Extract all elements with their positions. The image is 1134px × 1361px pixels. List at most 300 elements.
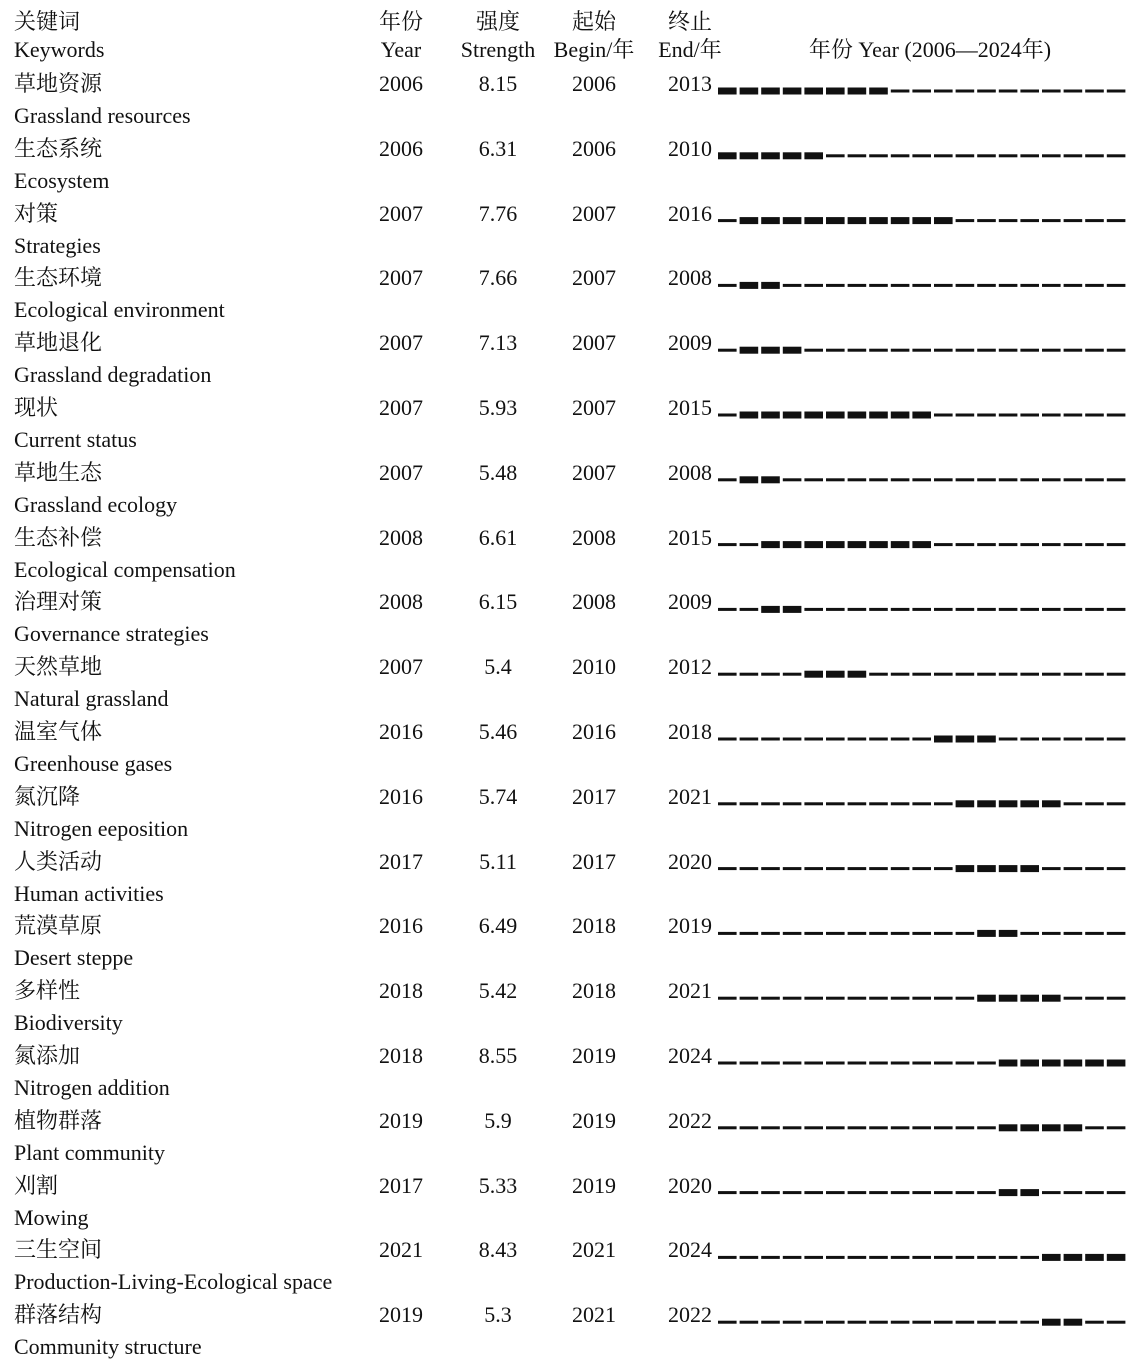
timeline-segment	[783, 738, 802, 741]
cell-strength: 5.3	[484, 1302, 512, 1328]
timeline-segment	[999, 608, 1018, 611]
cell-strength: 6.15	[478, 589, 518, 615]
timeline-segment	[1085, 802, 1104, 805]
burst-segment	[999, 800, 1018, 807]
burst-segment	[1042, 1124, 1061, 1131]
timeline-segment	[848, 284, 867, 287]
keyword-zh: 刈割	[14, 1172, 59, 1198]
timeline-segment	[1064, 349, 1083, 352]
burst-segment	[999, 865, 1018, 872]
burst-segment	[761, 88, 780, 95]
header-timeline-label: 年份 Year (2006—2024年)	[808, 37, 1052, 62]
timeline-segment	[848, 867, 867, 870]
timeline-segment	[1042, 90, 1061, 93]
burst-segment	[977, 736, 996, 743]
timeline-segment	[783, 1062, 802, 1065]
cell-year: 2007	[379, 200, 423, 226]
timeline-segment	[999, 219, 1018, 222]
timeline-segment	[891, 1256, 910, 1259]
timeline-segment	[804, 932, 823, 935]
timeline-segment	[1042, 738, 1061, 741]
burst-segment	[848, 671, 867, 678]
timeline-segment	[1042, 414, 1061, 417]
timeline-segment	[1064, 478, 1083, 481]
timeline-segment	[956, 90, 975, 93]
timeline-segment	[891, 90, 910, 93]
timeline-segment	[1107, 478, 1126, 481]
burst-segment	[740, 476, 759, 483]
timeline-segment	[718, 1062, 737, 1065]
timeline-segment	[761, 1191, 780, 1194]
timeline-segment	[1042, 349, 1061, 352]
burst-segment	[1042, 800, 1061, 807]
cell-strength: 5.93	[478, 395, 518, 420]
keyword-zh: 治理对策	[14, 589, 103, 615]
timeline-segment	[999, 154, 1018, 157]
cell-begin: 2007	[572, 330, 616, 356]
timeline-segment	[912, 1321, 931, 1324]
timeline-segment	[848, 802, 867, 805]
burst-segment	[956, 865, 975, 872]
timeline-segment	[783, 1126, 802, 1129]
cell-year: 2018	[379, 978, 423, 1004]
timeline-segment	[826, 867, 845, 870]
timeline-segment	[783, 867, 802, 870]
timeline-segment	[956, 1126, 975, 1129]
timeline-segment	[1085, 543, 1104, 546]
keyword-zh: 人类活动	[14, 848, 103, 874]
keyword-zh: 多样性	[14, 978, 81, 1004]
timeline-segment	[977, 1191, 996, 1194]
keyword-en: Nitrogen eeposition	[14, 815, 189, 841]
burst-segment	[999, 1124, 1018, 1131]
burst-segment	[740, 152, 759, 159]
timeline-segment	[1107, 673, 1126, 676]
cell-begin: 2016	[572, 719, 616, 744]
timeline-segment	[1064, 738, 1083, 741]
timeline-segment	[869, 867, 888, 870]
timeline-segment	[826, 284, 845, 287]
cell-year: 2007	[379, 330, 423, 356]
burst-segment	[804, 152, 823, 159]
cell-end: 2016	[668, 200, 712, 226]
keyword-zh: 植物群落	[14, 1107, 103, 1133]
timeline-segment	[1042, 673, 1061, 676]
keyword-zh: 温室气体	[14, 719, 103, 744]
timeline-segment	[740, 1191, 759, 1194]
timeline-segment	[718, 738, 737, 741]
timeline-segment	[934, 1126, 953, 1129]
timeline-segment	[1107, 997, 1126, 1000]
timeline-segment	[934, 997, 953, 1000]
timeline-segment	[718, 219, 737, 222]
timeline-segment	[804, 802, 823, 805]
burst-segment	[826, 541, 845, 548]
burst-segment	[761, 347, 780, 354]
burst-segment	[761, 606, 780, 613]
timeline-segment	[783, 997, 802, 1000]
burst-segment	[783, 412, 802, 419]
keyword-zh: 群落结构	[14, 1302, 103, 1328]
timeline-segment	[783, 478, 802, 481]
timeline-segment	[804, 1191, 823, 1194]
timeline-segment	[848, 1191, 867, 1194]
keyword-zh: 生态补偿	[14, 524, 103, 550]
timeline-segment	[740, 802, 759, 805]
burst-segment	[891, 541, 910, 548]
timeline-segment	[1064, 997, 1083, 1000]
timeline-segment	[934, 543, 953, 546]
keyword-en: Ecological environment	[14, 297, 225, 323]
burst-segment	[977, 930, 996, 937]
timeline-segment	[1085, 219, 1104, 222]
cell-end: 2015	[668, 395, 712, 420]
cell-begin: 2008	[572, 524, 616, 550]
burst-segment	[783, 606, 802, 613]
cell-year: 2018	[379, 1043, 423, 1068]
timeline-segment	[783, 932, 802, 935]
cell-strength: 5.48	[478, 459, 518, 485]
timeline-segment	[848, 349, 867, 352]
timeline-segment	[718, 1321, 737, 1324]
timeline-segment	[956, 1256, 975, 1259]
timeline-segment	[912, 1126, 931, 1129]
burst-segment	[1042, 1060, 1061, 1067]
timeline-segment	[1085, 738, 1104, 741]
cell-begin: 2021	[572, 1237, 616, 1263]
timeline-segment	[999, 1256, 1018, 1259]
timeline-segment	[761, 867, 780, 870]
keyword-zh: 草地退化	[14, 330, 103, 356]
cell-strength: 8.55	[478, 1043, 518, 1068]
timeline-segment	[934, 1321, 953, 1324]
burst-segment	[826, 412, 845, 419]
timeline-segment	[891, 478, 910, 481]
timeline-segment	[1107, 543, 1126, 546]
timeline-segment	[1085, 1191, 1104, 1194]
cell-begin: 2010	[572, 654, 616, 680]
timeline-segment	[1107, 1126, 1126, 1129]
timeline-segment	[1085, 997, 1104, 1000]
burst-segment	[826, 88, 845, 95]
cell-end: 2024	[668, 1237, 712, 1263]
timeline-segment	[1085, 349, 1104, 352]
burst-segment	[869, 412, 888, 419]
timeline-segment	[718, 1256, 737, 1259]
timeline-segment	[718, 478, 737, 481]
cell-strength: 7.66	[478, 265, 518, 291]
timeline-segment	[804, 867, 823, 870]
cell-year: 2008	[379, 524, 423, 550]
header-strength-en: Strength	[460, 37, 536, 62]
timeline-segment	[891, 673, 910, 676]
burst-segment	[1064, 1319, 1083, 1326]
cell-year: 2017	[379, 1172, 423, 1198]
burst-segment	[783, 152, 802, 159]
cell-end: 2022	[668, 1107, 712, 1133]
timeline-segment	[977, 414, 996, 417]
timeline-segment	[826, 1321, 845, 1324]
timeline-segment	[891, 932, 910, 935]
timeline-segment	[848, 738, 867, 741]
timeline-segment	[912, 867, 931, 870]
timeline-segment	[869, 478, 888, 481]
cell-end: 2008	[668, 459, 712, 485]
timeline-segment	[1085, 867, 1104, 870]
timeline-segment	[1085, 90, 1104, 93]
timeline-segment	[934, 1062, 953, 1065]
timeline-segment	[848, 997, 867, 1000]
cell-end: 2012	[668, 654, 712, 680]
timeline-segment	[891, 1191, 910, 1194]
timeline-segment	[1042, 867, 1061, 870]
header-keywords-zh: 关键词	[14, 9, 81, 34]
burst-segment	[761, 541, 780, 548]
cell-strength: 6.61	[478, 524, 518, 550]
timeline-segment	[761, 802, 780, 805]
keyword-en: Plant community	[14, 1139, 165, 1165]
cell-year: 2006	[379, 71, 423, 96]
timeline-segment	[956, 543, 975, 546]
keyword-en: Production-Living-Ecological space	[14, 1269, 333, 1295]
timeline-segment	[740, 673, 759, 676]
burst-segment	[718, 88, 737, 95]
timeline-segment	[804, 608, 823, 611]
timeline-segment	[869, 1191, 888, 1194]
keyword-en: Desert steppe	[14, 945, 134, 971]
timeline-segment	[804, 738, 823, 741]
cell-year: 2007	[379, 459, 423, 485]
timeline-segment	[977, 154, 996, 157]
cell-year: 2008	[379, 589, 423, 615]
timeline-segment	[761, 1256, 780, 1259]
timeline-segment	[934, 414, 953, 417]
timeline-segment	[956, 1321, 975, 1324]
timeline-segment	[761, 932, 780, 935]
cell-begin: 2019	[572, 1107, 616, 1133]
timeline-segment	[826, 1191, 845, 1194]
cell-begin: 2007	[572, 395, 616, 420]
timeline-segment	[804, 478, 823, 481]
burst-segment	[869, 541, 888, 548]
timeline-segment	[740, 608, 759, 611]
timeline-segment	[912, 1062, 931, 1065]
timeline-segment	[869, 997, 888, 1000]
cell-end: 2009	[668, 589, 712, 615]
burst-segment	[891, 412, 910, 419]
timeline-segment	[761, 738, 780, 741]
burst-segment	[1042, 1319, 1061, 1326]
timeline-segment	[1020, 543, 1039, 546]
timeline-segment	[1107, 1191, 1126, 1194]
timeline-segment	[891, 154, 910, 157]
timeline-segment	[1042, 1191, 1061, 1194]
keyword-en: Human activities	[14, 880, 164, 906]
timeline-segment	[869, 1321, 888, 1324]
burst-segment	[869, 88, 888, 95]
timeline-segment	[761, 1062, 780, 1065]
timeline-segment	[891, 802, 910, 805]
timeline-segment	[891, 1321, 910, 1324]
timeline-segment	[826, 608, 845, 611]
keyword-zh: 草地资源	[14, 71, 103, 96]
timeline-segment	[1085, 1126, 1104, 1129]
timeline-segment	[804, 1321, 823, 1324]
burst-segment	[804, 541, 823, 548]
timeline-segment	[956, 997, 975, 1000]
timeline-segment	[783, 1191, 802, 1194]
timeline-segment	[761, 673, 780, 676]
keyword-en: Grassland degradation	[14, 362, 212, 388]
burst-segment	[977, 800, 996, 807]
cell-begin: 2007	[572, 200, 616, 226]
timeline-segment	[977, 90, 996, 93]
timeline-segment	[1107, 932, 1126, 935]
cell-year: 2016	[379, 783, 423, 809]
burst-segment	[804, 88, 823, 95]
timeline-segment	[1107, 349, 1126, 352]
timeline-segment	[1042, 284, 1061, 287]
timeline-segment	[740, 543, 759, 546]
timeline-segment	[740, 1321, 759, 1324]
header-begin-zh: 起始	[571, 9, 616, 34]
burst-segment	[804, 412, 823, 419]
timeline-segment	[956, 219, 975, 222]
burst-segment	[761, 282, 780, 289]
timeline-segment	[869, 738, 888, 741]
timeline-segment	[956, 414, 975, 417]
timeline-segment	[718, 414, 737, 417]
timeline-segment	[934, 932, 953, 935]
burst-segment	[1020, 1189, 1039, 1196]
timeline-segment	[912, 608, 931, 611]
timeline-segment	[934, 802, 953, 805]
cell-strength: 8.43	[478, 1237, 518, 1263]
header-strength-zh: 强度	[475, 9, 520, 34]
burst-segment	[826, 671, 845, 678]
cell-end: 2018	[668, 719, 712, 744]
timeline-segment	[999, 478, 1018, 481]
timeline-segment	[718, 1126, 737, 1129]
cell-end: 2020	[668, 1172, 712, 1198]
timeline-segment	[912, 478, 931, 481]
timeline-segment	[826, 1062, 845, 1065]
cell-strength: 7.13	[478, 330, 518, 356]
burst-segment	[999, 1060, 1018, 1067]
timeline-segment	[869, 608, 888, 611]
timeline-segment	[1064, 932, 1083, 935]
timeline-segment	[934, 673, 953, 676]
timeline-segment	[1064, 867, 1083, 870]
timeline-segment	[740, 997, 759, 1000]
burst-segment	[956, 800, 975, 807]
burst-segment	[804, 217, 823, 224]
keyword-en: Mowing	[14, 1204, 89, 1230]
timeline-segment	[1064, 1191, 1083, 1194]
keyword-en: Governance strategies	[14, 621, 209, 647]
keyword-zh: 氮添加	[14, 1043, 81, 1068]
timeline-segment	[1107, 90, 1126, 93]
keyword-en: Biodiversity	[14, 1010, 123, 1036]
burst-segment	[1020, 995, 1039, 1002]
timeline-segment	[1064, 90, 1083, 93]
timeline-segment	[804, 284, 823, 287]
timeline-segment	[977, 219, 996, 222]
timeline-segment	[848, 1256, 867, 1259]
timeline-segment	[1020, 349, 1039, 352]
timeline-segment	[999, 738, 1018, 741]
burst-segment	[740, 347, 759, 354]
cell-end: 2021	[668, 783, 712, 809]
timeline-segment	[848, 1062, 867, 1065]
timeline-segment	[804, 1062, 823, 1065]
timeline-segment	[1042, 219, 1061, 222]
timeline-segment	[826, 1126, 845, 1129]
timeline-segment	[718, 543, 737, 546]
timeline-segment	[718, 349, 737, 352]
timeline-segment	[912, 673, 931, 676]
timeline-segment	[826, 738, 845, 741]
timeline-segment	[912, 349, 931, 352]
header-end-zh: 终止	[667, 9, 712, 34]
timeline-segment	[869, 1256, 888, 1259]
burst-segment	[848, 412, 867, 419]
burst-segment	[1020, 800, 1039, 807]
timeline-segment	[1107, 284, 1126, 287]
timeline-segment	[869, 673, 888, 676]
burst-segment	[761, 476, 780, 483]
timeline-segment	[740, 867, 759, 870]
timeline-segment	[912, 1256, 931, 1259]
keyword-zh: 生态环境	[14, 265, 103, 291]
cell-begin: 2007	[572, 459, 616, 485]
cell-year: 2007	[379, 395, 423, 420]
timeline-segment	[912, 932, 931, 935]
timeline-segment	[891, 349, 910, 352]
timeline-segment	[1042, 932, 1061, 935]
timeline-segment	[999, 1321, 1018, 1324]
timeline-segment	[1085, 154, 1104, 157]
cell-end: 2021	[668, 978, 712, 1004]
timeline-segment	[1042, 543, 1061, 546]
timeline-segment	[783, 673, 802, 676]
keyword-zh: 三生空间	[14, 1237, 103, 1263]
timeline-segment	[956, 1191, 975, 1194]
cell-begin: 2018	[572, 913, 616, 939]
timeline-segment	[956, 284, 975, 287]
timeline-segment	[977, 1256, 996, 1259]
timeline-segment	[740, 1256, 759, 1259]
cell-begin: 2006	[572, 71, 616, 96]
cell-end: 2022	[668, 1302, 712, 1328]
burst-segment	[848, 541, 867, 548]
timeline-segment	[999, 414, 1018, 417]
timeline-segment	[869, 1062, 888, 1065]
header-begin-en: Begin/年	[553, 37, 635, 62]
timeline-segment	[891, 284, 910, 287]
burst-segment	[977, 995, 996, 1002]
timeline-segment	[718, 608, 737, 611]
timeline-segment	[718, 284, 737, 287]
timeline-segment	[891, 1126, 910, 1129]
burst-segment	[1107, 1254, 1126, 1261]
timeline-segment	[977, 543, 996, 546]
timeline-segment	[912, 1191, 931, 1194]
cell-year: 2021	[379, 1237, 423, 1263]
timeline-segment	[826, 478, 845, 481]
timeline-segment	[869, 802, 888, 805]
burst-segment	[1064, 1060, 1083, 1067]
